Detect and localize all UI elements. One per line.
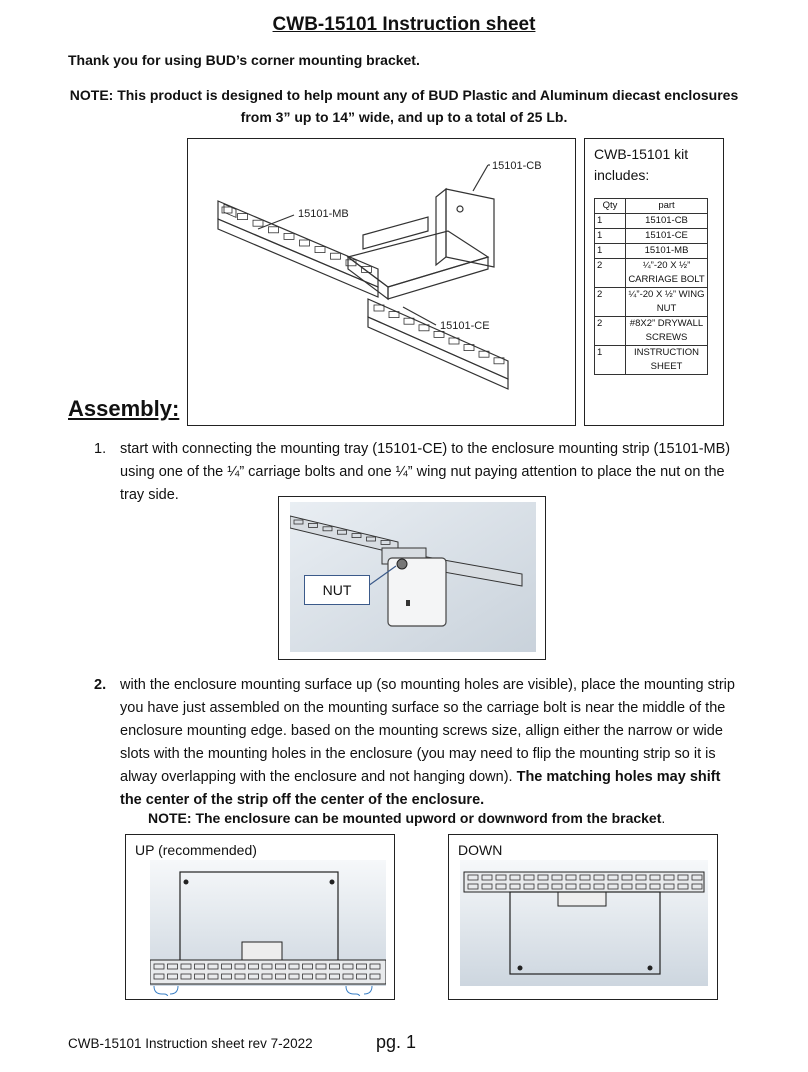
thanks-line: Thank you for using BUD’s corner mounting bracket. bbox=[68, 52, 420, 68]
product-note-line2: from 3” up to 14” wide, and up to a total of 25 Lb. bbox=[240, 109, 568, 125]
strip-up bbox=[150, 960, 386, 984]
step1-number: 1. bbox=[94, 441, 107, 457]
callout-cb: 15101-CB bbox=[492, 160, 542, 172]
strip-slot bbox=[300, 240, 310, 246]
kit-qty: 1 bbox=[595, 214, 626, 229]
bracket-diagram bbox=[188, 139, 574, 424]
product-note bbox=[60, 84, 748, 128]
kit-part: 15101-CE bbox=[626, 229, 708, 244]
step1-text: start with connecting the mounting tray (15101-CE) to the enclosure mounting strip (15101-MB) using one of the ¼” carriage bolts and one ¼” wing nut paying attention to place the nut on the tray side. bbox=[120, 441, 731, 503]
kit-qty: 2 bbox=[595, 317, 626, 346]
strip-slot bbox=[315, 247, 325, 253]
step2-text: with the enclosure mounting surface up (so mounting holes are visible), place the mounting strip you have just assembled on the mounting surface so the carriage bolt is near the middle of the enclosure mounting edge. based on the mounting screws size, allign either the narrow or wide slots with the mounting holes in the enclosure (you may need to flip the mounting strip so it is alway overlapping with the enclosure and not hanging down). bbox=[120, 677, 735, 785]
kit-part: 15101-MB bbox=[626, 244, 708, 259]
footer-revision: CWB-15101 Instruction sheet rev 7-2022 bbox=[68, 1036, 313, 1051]
kit-header-part: part bbox=[626, 199, 708, 214]
kit-table-header bbox=[595, 199, 708, 214]
enclosure-mark bbox=[406, 600, 410, 606]
kit-title: CWB-15101 kit includes: bbox=[594, 146, 689, 183]
kit-qty: 1 bbox=[595, 346, 626, 375]
table-row bbox=[595, 244, 708, 259]
kit-part: ¼”-20 X ½” WING NUT bbox=[626, 288, 708, 317]
step2-bold-text: The matching holes may shift the center of the strip off the center of the enclosure. bbox=[120, 769, 721, 808]
strip-slot bbox=[331, 253, 341, 259]
strip-slot bbox=[222, 207, 232, 213]
step2-paragraph bbox=[120, 674, 746, 812]
assembly-heading: Assembly: bbox=[68, 396, 180, 421]
kit-table bbox=[594, 198, 708, 375]
kit-qty: 1 bbox=[595, 229, 626, 244]
table-row bbox=[595, 346, 708, 375]
page-number: pg. 1 bbox=[376, 1032, 417, 1052]
callout-mb: 15101-MB bbox=[298, 208, 349, 220]
strip-slots-right bbox=[374, 305, 504, 364]
table-row bbox=[595, 229, 708, 244]
down-panel-label: DOWN bbox=[458, 842, 503, 858]
page-title: CWB-15101 Instruction sheet bbox=[272, 14, 536, 35]
mounting-note bbox=[148, 810, 665, 826]
tray-down bbox=[558, 892, 606, 906]
down-diagram bbox=[460, 860, 708, 990]
strip-slot bbox=[238, 214, 248, 220]
table-row bbox=[595, 259, 708, 288]
wing-nut bbox=[397, 559, 407, 569]
mounting-hole-brackets-up bbox=[154, 986, 372, 996]
mounting-note-end: . bbox=[661, 810, 666, 826]
up-panel-label: UP (recommended) bbox=[135, 842, 257, 858]
strip-slot bbox=[269, 227, 279, 233]
kit-part: #8X2” DRYWALL SCREWS bbox=[626, 317, 708, 346]
nut-label: NUT bbox=[304, 575, 370, 605]
product-note-line1: NOTE: This product is designed to help mount any of BUD Plastic and Aluminum diecast enclosures bbox=[69, 87, 739, 103]
kit-qty: 2 bbox=[595, 259, 626, 288]
kit-part: 15101-CB bbox=[626, 214, 708, 229]
kit-header-qty: Qty bbox=[595, 199, 626, 214]
up-diagram bbox=[150, 860, 386, 996]
table-row bbox=[595, 214, 708, 229]
mounting-note-text: NOTE: The enclosure can be mounted upword or downword from the bracket bbox=[148, 810, 662, 826]
enclosure-photo bbox=[388, 558, 446, 626]
table-row bbox=[595, 317, 708, 346]
kit-qty: 2 bbox=[595, 288, 626, 317]
step2-number: 2. bbox=[94, 677, 107, 693]
kit-part: INSTRUCTION SHEET bbox=[626, 346, 708, 375]
strip-slot bbox=[284, 233, 294, 239]
callout-ce: 15101-CE bbox=[440, 320, 490, 332]
kit-qty: 1 bbox=[595, 244, 626, 259]
kit-part: ¼”-20 X ½” CARRIAGE BOLT bbox=[626, 259, 708, 288]
strip-slot bbox=[253, 220, 263, 226]
mounting-tray bbox=[348, 217, 488, 299]
tray-up bbox=[242, 942, 282, 960]
table-row bbox=[595, 288, 708, 317]
